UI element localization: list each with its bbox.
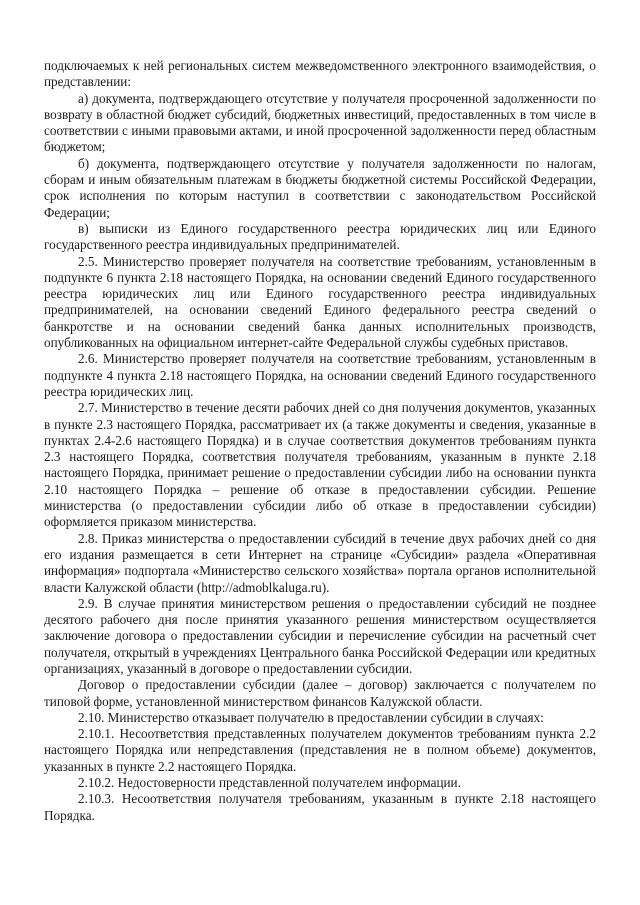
paragraph-item-b: б) документа, подтверждающего отсутствие у получателя задолженности по налогам, сборам и иным обязательным платежам в бюджеты бюджетной системы Российской Федерации, срок исполнения по которым наступил в соответствии с законодательством Российской Федерации;	[44, 155, 596, 220]
paragraph-item-v: в) выписки из Единого государственного реестра юридических лиц или Единого государственного реестра индивидуальных предпринимателей.	[44, 220, 596, 253]
paragraph-2-10-2: 2.10.2. Недостоверности представленной получателем информации.	[78, 775, 461, 791]
paragraph-2-8: 2.8. Приказ министерства о предоставлении субсидий в течение двух рабочих дней со дня его издания размещается в сети Интернет на странице «Субсидии» раздела «Оперативная информация» подпортала «Министерство сельского хозяйства» портала органов исполнительной власти Калужской области (http://admoblkaluga.ru).	[44, 530, 596, 595]
paragraph-2-5: 2.5. Министерство проверяет получателя на соответствие требованиям, установленным в подпункте 6 пункта 2.18 настоящего Порядка, на основании сведений Единого государственного реестра юридических лиц или Единого государственного реестра индивидуальных предпринимателей, на основании сведений Единого федерального реестра сведений о банкротстве и на основании сведений банка данных исполнительных производств, опубликованных на официальном интернет-сайте Федеральной службы судебных приставов.	[44, 253, 596, 351]
paragraph-2-10-3: 2.10.3. Несоответствия получателя требованиям, указанным в пункте 2.18 настоящего Порядка.	[44, 791, 596, 823]
paragraph-2-9: 2.9. В случае принятия министерством решения о предоставлении субсидий не позднее десятого рабочего дня после принятия указанного решения министерством осуществляется заключение договора о предоставлении субсидии и перечисление субсидии на расчетный счет получателя, открытый в учреждениях Центрального банка Российской Федерации или кредитных организациях, указанный в договоре о предоставлении субсидии.	[44, 595, 596, 676]
paragraph-contract: Договор о предоставлении субсидии (далее – договор) заключается с получателем по типовой форме, установленной министерством финансов Калужской области.	[44, 677, 596, 709]
paragraph-2-6: 2.6. Министерство проверяет получателя на соответствие требованиям, установленным в подпункте 4 пункта 2.18 настоящего Порядка, на основании сведений Единого государственного реестра юридических лиц.	[44, 351, 596, 399]
paragraph-2-7: 2.7. Министерство в течение десяти рабочих дней со дня получения документов, указанных в пункте 2.3 настоящего Порядка, рассматривает их (а также документы и сведения, указанные в пунктах 2.4-2.6 настоящего Порядка) и в случае соответствия документов требованиям пункта 2.3 настоящего Порядка, соответствия получателя требованиям, указанным в пункте 2.18 настоящего Порядка, принимает решение о предоставлении субсидии либо на основании пункта 2.10 настоящего Порядка – решение об отказе в предоставлении субсидии. Решение министерства (о предоставлении субсидии либо об отказе в предоставлении субсидии) оформляется приказом министерства.	[44, 400, 596, 530]
paragraph-continuation: подключаемых к ней региональных систем межведомственного электронного взаимодействия, о представлении:	[44, 58, 596, 90]
paragraph-item-a: а) документа, подтверждающего отсутствие у получателя просроченной задолженности по возврату в областной бюджет субсидий, бюджетных инвестиций, предоставленных в том числе в соответствии с иными правовыми актами, и иной просроченной задолженности перед областным бюджетом;	[44, 90, 596, 155]
paragraph-2-10: 2.10. Министерство отказывает получателю в предоставлении субсидии в случаях:	[78, 709, 544, 725]
document-body	[44, 58, 596, 824]
paragraph-2-10-1: 2.10.1. Несоответствия представленных получателем документов требованиям пункта 2.2 настоящего Порядка или непредставления (представления не в полном объеме) документов, указанных в пункте 2.2 настоящего Порядка.	[44, 726, 596, 774]
